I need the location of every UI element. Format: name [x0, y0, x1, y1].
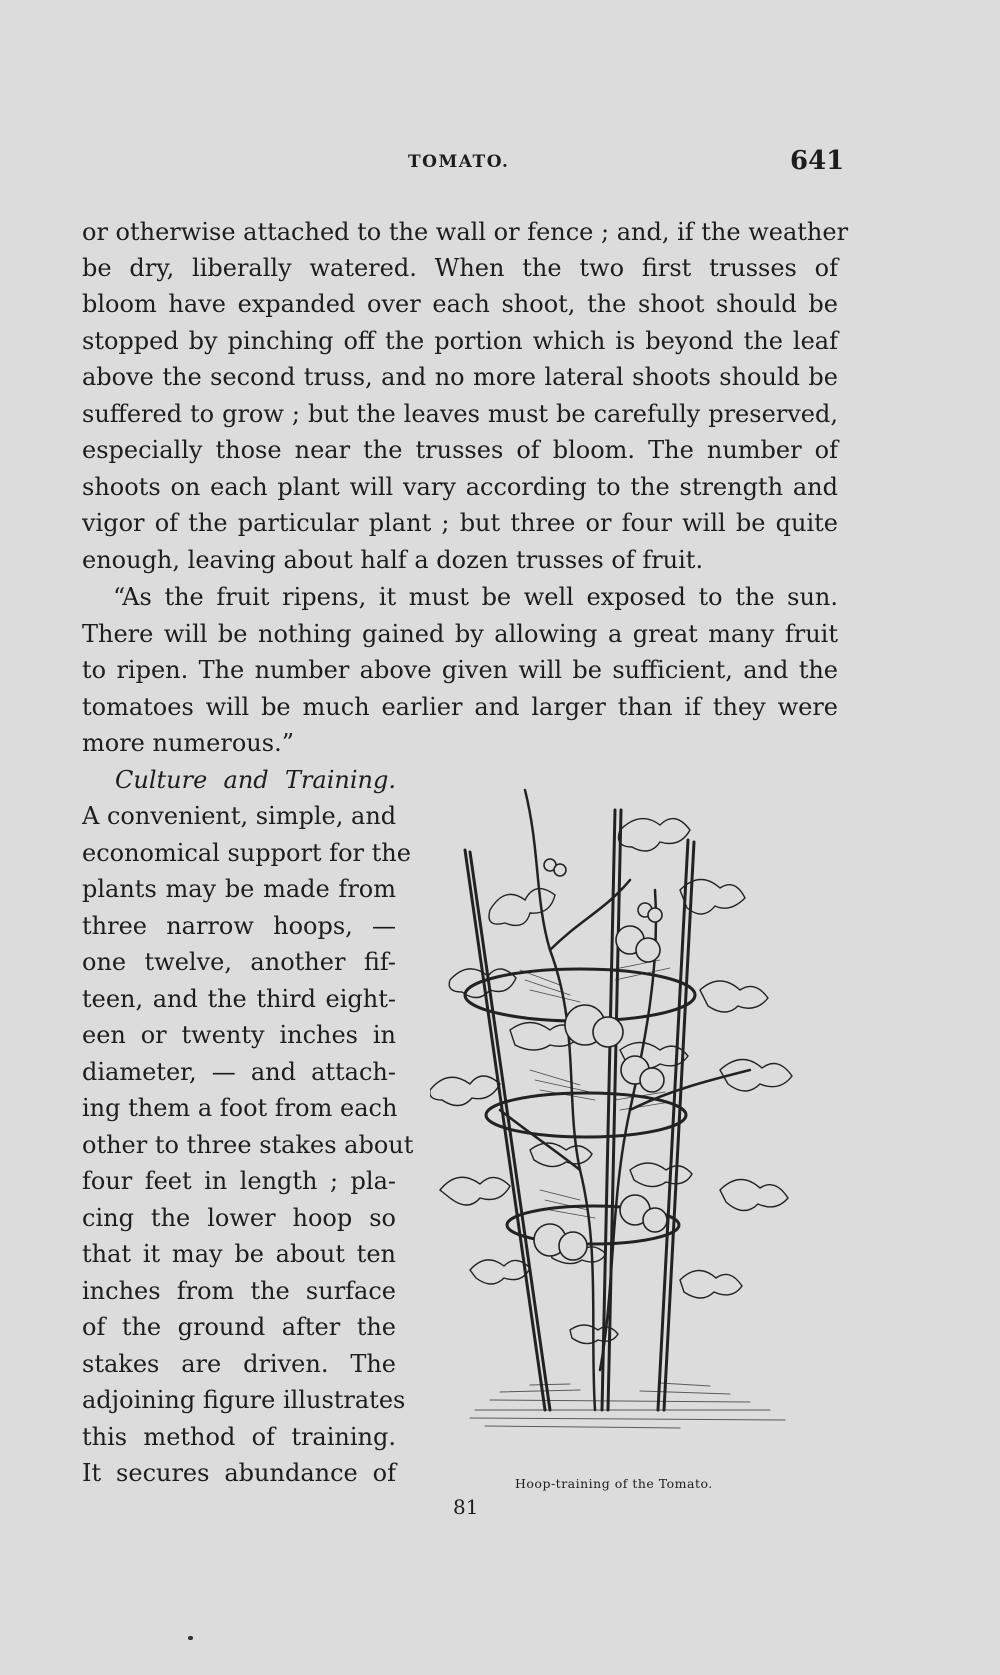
body-line: be dry, liberally watered. When the two first trusses of: [82, 254, 838, 282]
body-line: more numerous.”: [82, 729, 294, 757]
body-line: to ripen. The number above given will be sufficient, and the: [82, 656, 838, 684]
section-heading: Culture and Training.: [115, 766, 396, 794]
signature-mark: 81: [453, 1495, 479, 1519]
column-line: this method of training.: [82, 1423, 396, 1451]
column-line: inches from the surface: [82, 1277, 396, 1305]
tomato-hoop-illustration: [430, 770, 820, 1445]
body-line: shoots on each plant will vary according to the strength and: [82, 473, 838, 501]
tomato-fruits: [534, 859, 667, 1260]
page-number: 641: [790, 146, 845, 176]
running-title: TOMATO.: [408, 152, 510, 172]
column-line: economical support for the: [82, 839, 411, 867]
running-head: [0, 146, 1000, 180]
column-line: It secures abundance of: [82, 1459, 396, 1487]
body-line: There will be nothing gained by allowing a great many fruit: [82, 620, 838, 648]
column-line: four feet in length ; pla-: [82, 1167, 396, 1195]
body-line: enough, leaving about half a dozen trusses of fruit.: [82, 546, 704, 574]
column-line: that it may be about ten: [82, 1240, 396, 1268]
body-line: above the second truss, and no more lateral shoots should be: [82, 363, 838, 391]
column-line: three narrow hoops, —: [82, 912, 396, 940]
body-line: tomatoes will be much earlier and larger than if they were: [82, 693, 838, 721]
column-line: plants may be made from: [82, 875, 396, 903]
figure-caption: Hoop-training of the Tomato.: [515, 1476, 713, 1491]
column-line: ing them a foot from each: [82, 1094, 398, 1122]
body-line: “As the fruit ripens, it must be well exposed to the sun.: [113, 583, 838, 611]
column-line: of the ground after the: [82, 1313, 396, 1341]
body-line: especially those near the trusses of bloom. The number of: [82, 436, 838, 464]
body-line: bloom have expanded over each shoot, the shoot should be: [82, 290, 838, 318]
column-line: other to three stakes about: [82, 1131, 414, 1159]
body-line: or otherwise attached to the wall or fence ; and, if the weather: [82, 218, 849, 246]
body-line: stopped by pinching off the portion which is beyond the leaf: [82, 327, 838, 355]
column-line: een or twenty inches in: [82, 1021, 396, 1049]
column-line: stakes are driven. The: [82, 1350, 396, 1378]
column-line: cing the lower hoop so: [82, 1204, 396, 1232]
body-line: suffered to grow ; but the leaves must be carefully preserved,: [82, 400, 838, 428]
column-line: diameter, — and attach-: [82, 1058, 396, 1086]
column-line: one twelve, another fif-: [82, 948, 396, 976]
body-line: vigor of the particular plant ; but three or four will be quite: [82, 509, 838, 537]
column-line: adjoining figure illustrates: [82, 1386, 406, 1414]
column-line: teen, and the third eight-: [82, 985, 396, 1013]
column-line: A convenient, simple, and: [82, 802, 397, 830]
ink-speck: [188, 1636, 193, 1640]
ground-hatching: [470, 1383, 785, 1428]
